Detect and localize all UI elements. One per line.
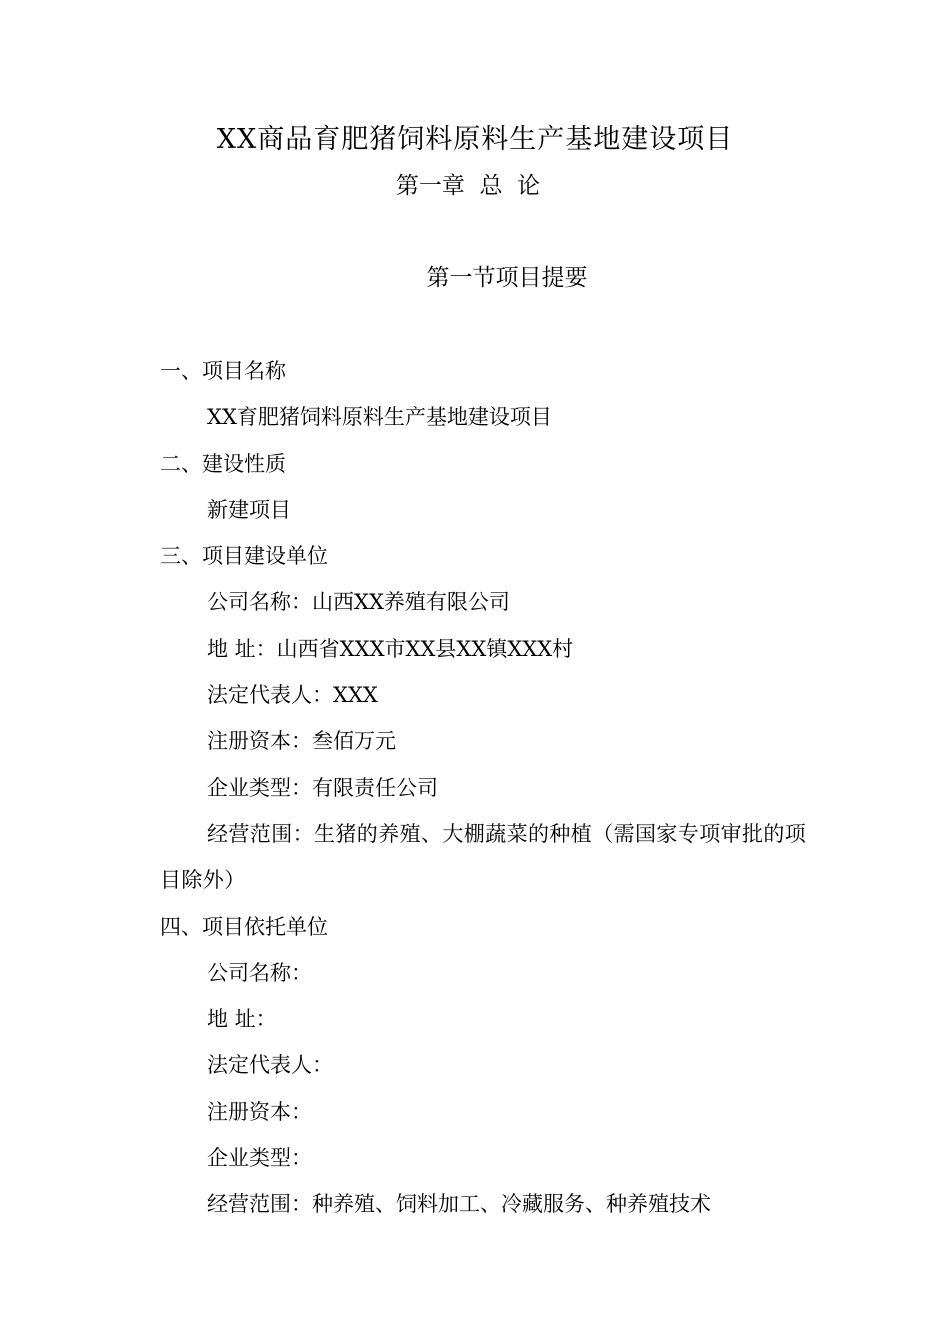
construction-unit-registered-capital: 注册资本：叁佰万元 [207, 729, 396, 754]
section-heading-supporting-unit: 四、项目依托单位 [160, 914, 328, 939]
supporting-unit-legal-representative: 法定代表人： [207, 1053, 333, 1078]
project-name-value: XX育肥猪饲料原料生产基地建设项目 [207, 405, 552, 430]
construction-unit-company-name: 公司名称：山西XX养殖有限公司 [207, 590, 510, 615]
document-body [160, 348, 810, 1228]
construction-unit-enterprise-type: 企业类型：有限责任公司 [207, 775, 438, 800]
section-heading-construction-unit: 三、项目建设单位 [160, 544, 328, 569]
construction-unit-legal-representative: 法定代表人：XXX [207, 683, 378, 708]
supporting-unit-business-scope: 经营范围：种养殖、饲料加工、冷藏服务、种养殖技术 [207, 1192, 711, 1217]
construction-unit-business-scope: 经营范围：生猪的养殖、大棚蔬菜的种植（需国家专项审批的项目除外） [160, 821, 807, 893]
supporting-unit-registered-capital: 注册资本： [207, 1099, 312, 1124]
document-title: XX商品育肥猪饲料原料生产基地建设项目 [216, 124, 734, 155]
construction-nature-value: 新建项目 [207, 497, 291, 522]
construction-unit-address: 地 址：山西省XXX市XX县XX镇XXX村 [207, 636, 574, 661]
supporting-unit-enterprise-type: 企业类型： [207, 1146, 312, 1171]
supporting-unit-address: 地 址： [207, 1007, 277, 1032]
section-heading-project-name: 一、项目名称 [160, 359, 286, 383]
supporting-unit-company-name: 公司名称： [207, 960, 312, 985]
section-heading-construction-nature: 二、建设性质 [160, 451, 286, 476]
chapter-title: 第一章 总 论 [395, 173, 541, 199]
section-title: 第一节项目提要 [426, 265, 588, 291]
